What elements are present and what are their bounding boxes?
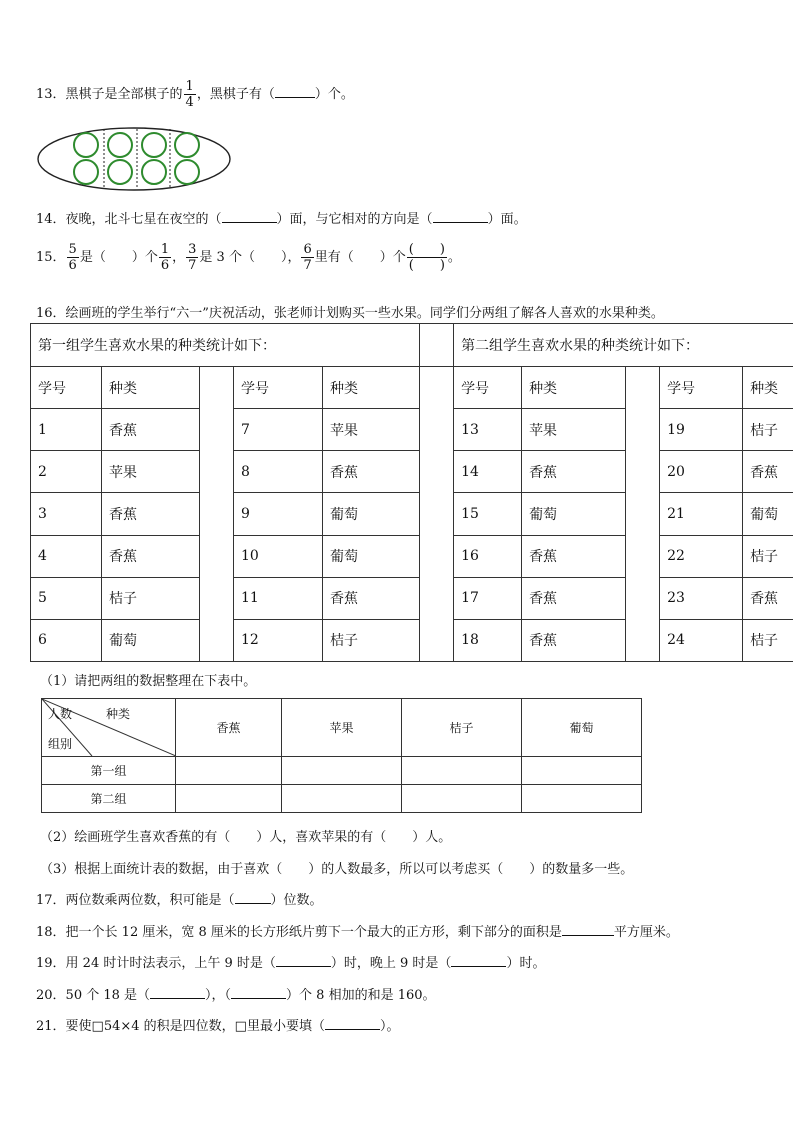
question-17 <box>36 889 323 908</box>
q13-text-c: ）个。 <box>314 87 354 102</box>
table-row <box>31 577 793 619</box>
question-21 <box>36 1015 399 1034</box>
q14-answer-blank-2[interactable] <box>433 211 488 223</box>
cell-kind: 苹果 <box>522 409 626 451</box>
cell-id: 16 <box>454 535 522 577</box>
cell-kind: 苹果 <box>323 409 420 451</box>
header-kind: 种类 <box>323 367 420 409</box>
summary-col-banana: 香蕉 <box>176 699 282 757</box>
question-16-intro: 16．绘画班的学生举行“六一”庆祝活动，张老师计划购买一些水果。同学们分两组了解各人喜欢的水果种类。 <box>36 306 664 321</box>
q15-fraction-3 <box>186 243 198 272</box>
frac-denominator: 6 <box>160 258 170 273</box>
header-kind: 种类 <box>743 367 793 409</box>
header-id: 学号 <box>660 367 743 409</box>
q13-fraction <box>184 80 196 109</box>
summary-row-group2 <box>42 785 642 813</box>
q20-answer-blank-2[interactable] <box>231 987 286 999</box>
q21-text-b: ）。 <box>379 1019 400 1034</box>
q15-text-3: 是 3 个（ ）， <box>199 250 301 265</box>
q19-answer-blank-1[interactable] <box>276 955 331 967</box>
cell-kind: 香蕉 <box>743 451 793 493</box>
question-14 <box>36 208 527 227</box>
cell-id: 17 <box>454 577 522 619</box>
q15-fraction-1 <box>67 243 79 272</box>
frac-numerator: 1 <box>160 242 170 257</box>
gap-cell <box>200 367 234 662</box>
frac-denominator: 4 <box>185 95 194 110</box>
q19-text-a: 19．用 24 时计时法表示，上午 9 时是（ <box>36 956 276 971</box>
q17-answer-blank[interactable] <box>235 892 271 904</box>
cell-kind: 香蕉 <box>102 409 200 451</box>
summary-input-cell[interactable] <box>176 757 282 785</box>
q13-text-a: 13．黑棋子是全部棋子的 <box>36 87 183 102</box>
chess-piece <box>175 133 199 157</box>
q13-text-b: ，黑棋子有（ <box>196 87 275 102</box>
q16-part-3: （3）根据上面统计表的数据，由于喜欢（ ）的人数最多，所以可以考虑买（ ）的数量多一些。 <box>40 862 634 877</box>
summary-col-apple: 苹果 <box>282 699 402 757</box>
summary-row-group1 <box>42 757 642 785</box>
cell-id: 21 <box>660 493 743 535</box>
cell-kind: 葡萄 <box>323 535 420 577</box>
q15-text-4: 里有（ ）个 <box>314 250 406 265</box>
q15-fraction-4 <box>301 243 313 272</box>
cell-id: 14 <box>454 451 522 493</box>
summary-input-cell[interactable] <box>282 757 402 785</box>
q17-text-a: 17．两位数乘两位数，积可能是（ <box>36 893 235 908</box>
cell-kind: 葡萄 <box>743 493 793 535</box>
summary-input-cell[interactable] <box>522 757 642 785</box>
cell-kind: 香蕉 <box>522 577 626 619</box>
cell-id: 18 <box>454 619 522 661</box>
question-18 <box>36 921 679 940</box>
chess-piece <box>74 160 98 184</box>
cell-kind: 桔子 <box>743 409 793 451</box>
summary-input-cell[interactable] <box>402 757 522 785</box>
frac-numerator: 6 <box>303 242 312 257</box>
cell-id: 11 <box>234 577 323 619</box>
cell-kind: 香蕉 <box>522 451 626 493</box>
q16-part-1: （1）请把两组的数据整理在下表中。 <box>40 674 257 689</box>
q14-text-b: ）面，与它相对的方向是（ <box>276 212 433 227</box>
q21-answer-blank[interactable] <box>325 1018 380 1030</box>
table-row <box>31 619 793 661</box>
summary-col-orange: 桔子 <box>402 699 522 757</box>
chess-pieces-figure <box>36 124 236 194</box>
cell-id: 5 <box>31 577 102 619</box>
cell-kind: 香蕉 <box>743 577 793 619</box>
cell-kind: 葡萄 <box>102 619 200 661</box>
oval-outline <box>38 128 230 190</box>
cell-id: 2 <box>31 451 102 493</box>
group1-title: 第一组学生喜欢水果的种类统计如下： <box>31 324 420 367</box>
cell-id: 6 <box>31 619 102 661</box>
header-kind: 种类 <box>102 367 200 409</box>
summary-input-cell[interactable] <box>522 785 642 813</box>
cell-id: 15 <box>454 493 522 535</box>
cell-kind: 桔子 <box>323 619 420 661</box>
q15-fraction-answer[interactable] <box>407 243 447 272</box>
cell-id: 19 <box>660 409 743 451</box>
cell-kind: 桔子 <box>102 577 200 619</box>
table-row <box>31 535 793 577</box>
header-id: 学号 <box>454 367 522 409</box>
q16-part-2: （2）绘画班学生喜欢香蕉的有（ ）人，喜欢苹果的有（ ）人。 <box>40 830 452 845</box>
frac-denominator: 6 <box>68 258 77 273</box>
cell-kind: 桔子 <box>743 619 793 661</box>
table-row <box>31 451 793 493</box>
chess-piece <box>142 133 166 157</box>
chess-piece <box>175 160 199 184</box>
cell-kind: 葡萄 <box>522 493 626 535</box>
frac-numerator-blank[interactable]: ( ) <box>408 242 445 257</box>
summary-table <box>41 698 642 813</box>
summary-row-label: 第一组 <box>42 757 176 785</box>
frac-numerator: 3 <box>188 242 197 257</box>
q15-text-5: 。 <box>447 250 461 265</box>
cell-id: 8 <box>234 451 323 493</box>
q14-text-c: ）面。 <box>487 212 527 227</box>
cell-id: 12 <box>234 619 323 661</box>
q18-answer-blank[interactable] <box>562 924 614 936</box>
summary-input-cell[interactable] <box>282 785 402 813</box>
cell-kind: 苹果 <box>102 451 200 493</box>
corner-label-group: 组别 <box>48 737 73 751</box>
chess-piece <box>108 160 132 184</box>
cell-kind: 香蕉 <box>323 577 420 619</box>
q21-text-a: 21．要使□54×4 的积是四位数，□里最小要填（ <box>36 1019 325 1034</box>
question-15 <box>36 243 461 272</box>
group2-title: 第二组学生喜欢水果的种类统计如下： <box>454 324 793 367</box>
table-row <box>31 493 793 535</box>
gap-cell <box>420 367 454 662</box>
q20-text-c: ）个 8 相加的和是 160。 <box>286 988 436 1003</box>
cell-kind: 葡萄 <box>323 493 420 535</box>
cell-id: 23 <box>660 577 743 619</box>
frac-denominator: 7 <box>188 258 197 273</box>
gap-cell <box>626 367 660 662</box>
summary-input-cell[interactable] <box>176 785 282 813</box>
cell-id: 9 <box>234 493 323 535</box>
cell-kind: 香蕉 <box>323 451 420 493</box>
chess-piece <box>108 133 132 157</box>
corner-label-kind: 种类 <box>106 707 131 721</box>
cell-id: 10 <box>234 535 323 577</box>
question-13 <box>36 80 354 109</box>
cell-id: 13 <box>454 409 522 451</box>
q18-text-b: 平方厘米。 <box>613 925 679 940</box>
fruit-data-table <box>30 323 793 662</box>
q17-text-b: ）位数。 <box>270 893 323 908</box>
q18-text-a: 18．把一个长 12 厘米，宽 8 厘米的长方形纸片剪下一个最大的正方形，剩下部分的面积是 <box>36 925 562 940</box>
q19-text-b: ）时，晚上 9 时是（ <box>330 956 452 971</box>
q15-number: 15． <box>36 250 66 265</box>
summary-input-cell[interactable] <box>402 785 522 813</box>
frac-denominator-blank[interactable]: ( ) <box>408 258 445 273</box>
question-19 <box>36 952 545 971</box>
chess-piece <box>142 160 166 184</box>
cell-id: 7 <box>234 409 323 451</box>
chess-piece <box>74 133 98 157</box>
cell-id: 22 <box>660 535 743 577</box>
q20-text-a: 20．50 个 18 是（ <box>36 988 151 1003</box>
cell-id: 24 <box>660 619 743 661</box>
header-kind: 种类 <box>522 367 626 409</box>
summary-col-grape: 葡萄 <box>522 699 642 757</box>
cell-kind: 香蕉 <box>522 619 626 661</box>
cell-id: 4 <box>31 535 102 577</box>
cell-id: 3 <box>31 493 102 535</box>
cell-kind: 香蕉 <box>102 535 200 577</box>
cell-kind: 香蕉 <box>102 493 200 535</box>
header-id: 学号 <box>31 367 102 409</box>
question-20 <box>36 984 436 1003</box>
q13-answer-blank[interactable] <box>275 86 315 98</box>
q14-answer-blank-1[interactable] <box>222 211 277 223</box>
summary-row-label: 第二组 <box>42 785 176 813</box>
q15-fraction-2 <box>159 243 171 272</box>
summary-corner-cell <box>42 699 176 757</box>
header-id: 学号 <box>234 367 323 409</box>
q19-text-c: ）时。 <box>506 956 546 971</box>
corner-label-count: 人数 <box>48 707 73 721</box>
table-row <box>31 409 793 451</box>
cell-kind: 桔子 <box>743 535 793 577</box>
frac-numerator: 5 <box>68 242 77 257</box>
q14-text-a: 14．夜晚，北斗七星在夜空的（ <box>36 212 222 227</box>
table-header-row <box>31 367 793 409</box>
frac-denominator: 7 <box>303 258 312 273</box>
q19-answer-blank-2[interactable] <box>451 955 506 967</box>
q20-text-b: ），（ <box>205 988 232 1003</box>
cell-id: 20 <box>660 451 743 493</box>
cell-kind: 香蕉 <box>522 535 626 577</box>
q20-answer-blank-1[interactable] <box>150 987 205 999</box>
gap-cell <box>420 324 454 367</box>
cell-id: 1 <box>31 409 102 451</box>
q15-text-1: 是（ ）个 <box>79 250 158 265</box>
q15-text-2: ， <box>172 250 186 265</box>
frac-numerator: 1 <box>185 79 194 94</box>
